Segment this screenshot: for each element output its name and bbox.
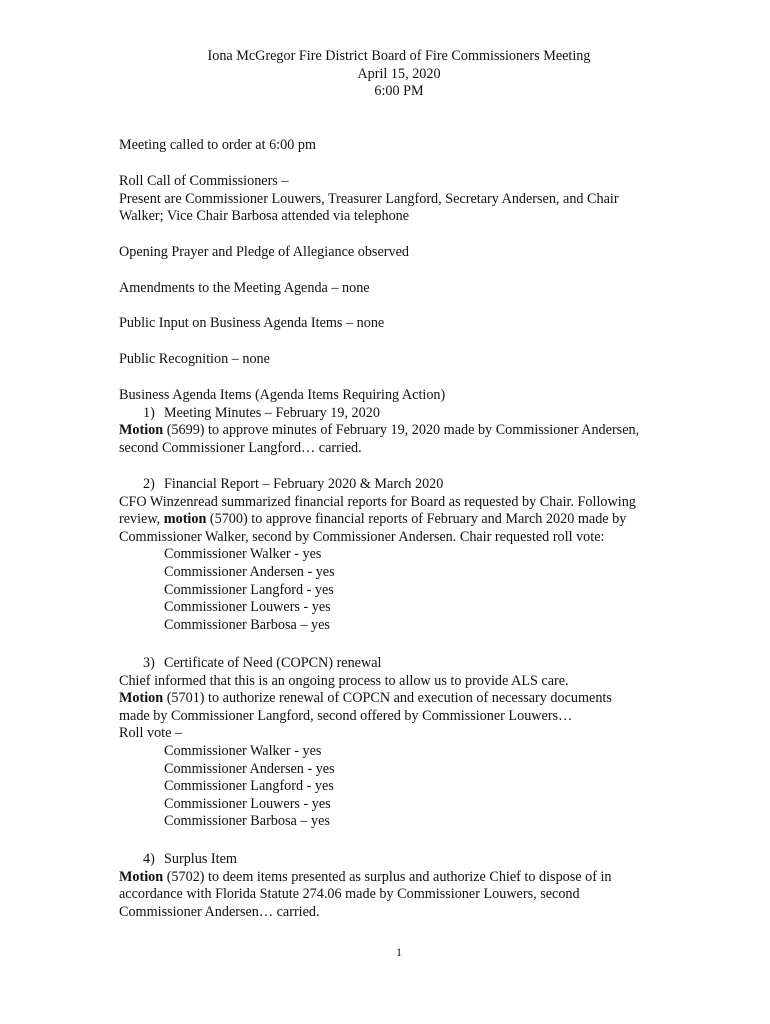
motion-text: (5699) to approve minutes of February 19, 2020 made by Commissioner Andersen, <box>163 422 640 439</box>
item-number: 1) <box>143 404 155 421</box>
motion-line: Commissioner Andersen… carried. <box>119 903 320 920</box>
body-line: CFO Winzenread summarized financial reports for Board as requested by Chair. Following <box>119 493 636 510</box>
roll-vote-label: Roll vote – <box>119 725 183 742</box>
motion-line <box>119 511 699 529</box>
vote-line: Commissioner Walker - yes <box>164 546 322 563</box>
opening-prayer <box>119 244 699 262</box>
amendments <box>119 280 699 298</box>
motion-line: second Commissioner Langford… carried. <box>119 439 362 456</box>
agenda-item-2 <box>119 476 699 494</box>
vote-line: Commissioner Barbosa – yes <box>164 813 330 830</box>
vote-line: Commissioner Barbosa – yes <box>164 616 330 633</box>
agenda-item-3-section <box>119 655 699 831</box>
item-title: Certificate of Need (COPCN) renewal <box>164 655 382 671</box>
called-to-order-text: Meeting called to order at 6:00 pm <box>119 137 316 153</box>
item-number: 3) <box>143 655 155 671</box>
public-recognition-text: Public Recognition – none <box>119 351 270 367</box>
motion-label: Motion <box>119 868 164 885</box>
body-line: Chief informed that this is an ongoing process to allow us to provide ALS care. <box>119 672 569 689</box>
agenda-item-4 <box>119 851 699 869</box>
motion-label: motion <box>163 511 207 528</box>
motion-line <box>119 869 699 887</box>
meeting-date: April 15, 2020 <box>357 65 441 82</box>
item-title: Financial Report – February 2020 & March 2020 <box>164 476 444 492</box>
meeting-time: 6:00 PM <box>374 83 424 100</box>
business-heading: Business Agenda Items (Agenda Items Requiring Action) <box>119 387 446 403</box>
agenda-item-2-section <box>119 476 699 634</box>
item-title: Meeting Minutes – February 19, 2020 <box>164 404 380 421</box>
vote-line: Commissioner Louwers - yes <box>164 599 331 616</box>
item-number: 4) <box>143 851 155 867</box>
motion-line: accordance with Florida Statute 274.06 made by Commissioner Louwers, second <box>119 886 580 903</box>
motion-line: made by Commissioner Langford, second offered by Commissioner Louwers… <box>119 707 573 724</box>
motion-label: Motion <box>119 422 164 439</box>
vote-line: Commissioner Langford - yes <box>164 581 334 598</box>
agenda-item-1 <box>119 405 699 423</box>
motion-text: (5701) to authorize renewal of COPCN and execution of necessary documents <box>163 690 612 707</box>
agenda-item-4-section <box>119 851 699 921</box>
motion-prefix: review, <box>119 511 164 528</box>
public-recognition <box>119 351 699 369</box>
item-number: 2) <box>143 476 155 492</box>
roll-call-section <box>119 173 699 226</box>
agenda-item-3 <box>119 655 699 673</box>
page-number: 1 <box>396 945 402 959</box>
item-title: Surplus Item <box>164 851 237 867</box>
document-header <box>0 48 770 101</box>
motion-text: (5700) to approve financial reports of February and March 2020 made by <box>206 511 627 528</box>
motion-label: Motion <box>119 690 164 707</box>
public-input <box>119 315 699 333</box>
motion-text: (5702) to deem items presented as surplus and authorize Chief to dispose of in <box>163 868 612 885</box>
opening-prayer-text: Opening Prayer and Pledge of Allegiance observed <box>119 244 409 260</box>
motion-line <box>119 422 699 440</box>
roll-call-line: Present are Commissioner Louwers, Treasurer Langford, Secretary Andersen, and Chair <box>119 190 619 207</box>
vote-line: Commissioner Andersen - yes <box>164 760 335 777</box>
roll-call-line: Walker; Vice Chair Barbosa attended via telephone <box>119 208 410 225</box>
vote-line: Commissioner Langford - yes <box>164 778 334 795</box>
business-section <box>119 387 699 457</box>
called-to-order <box>119 137 699 155</box>
vote-line: Commissioner Walker - yes <box>164 742 322 759</box>
body-line: Commissioner Walker, second by Commissioner Andersen. Chair requested roll vote: <box>119 528 605 545</box>
vote-line: Commissioner Louwers - yes <box>164 795 331 812</box>
public-input-text: Public Input on Business Agenda Items – none <box>119 315 385 331</box>
roll-call-heading: Roll Call of Commissioners – <box>119 173 289 189</box>
amendments-text: Amendments to the Meeting Agenda – none <box>119 280 370 296</box>
meeting-title: Iona McGregor Fire District Board of Fire Commissioners Meeting <box>207 48 591 64</box>
vote-line: Commissioner Andersen - yes <box>164 563 335 580</box>
motion-line <box>119 690 699 708</box>
